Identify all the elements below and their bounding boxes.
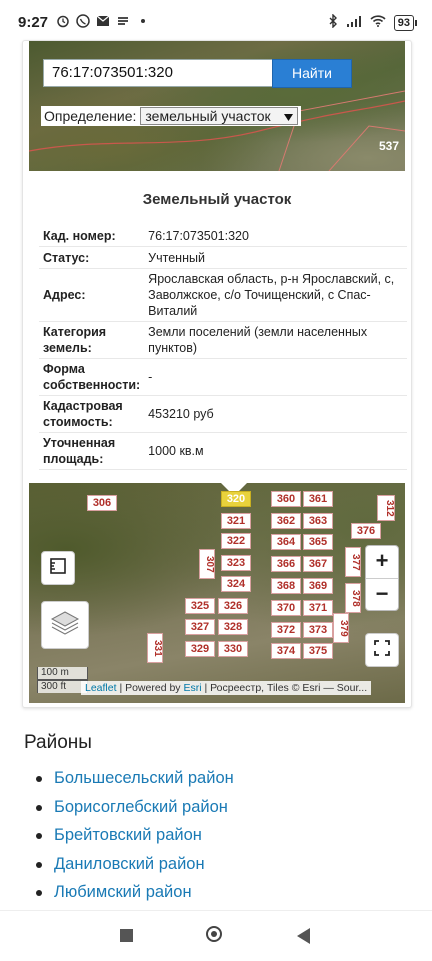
districts-heading: Районы — [24, 732, 92, 753]
zoom-in-button[interactable]: + — [366, 546, 398, 579]
fullscreen-button[interactable] — [365, 633, 399, 667]
esri-link[interactable]: Esri — [183, 682, 202, 694]
row-key: Адрес: — [39, 269, 144, 322]
plot-label: 306 — [87, 495, 117, 511]
plot-label: 369 — [303, 578, 333, 594]
plot-label: 372 — [271, 622, 301, 638]
ruler-icon — [49, 557, 67, 580]
zoom-out-button[interactable]: − — [375, 581, 389, 606]
scale-imperial: 300 ft — [37, 680, 88, 693]
row-value: Ярославская область, р-н Ярославский, с, Заволжское, с/о Точищенский, с Спас-Виталий — [144, 269, 407, 322]
layers-button[interactable] — [41, 601, 89, 649]
plot-label: 307 — [199, 549, 215, 579]
wifi-icon — [370, 15, 386, 30]
plot-label: 373 — [303, 622, 333, 638]
row-value: 453210 руб — [144, 396, 407, 433]
row-value: 76:17:073501:320 — [144, 226, 407, 247]
row-key: Категория земель: — [39, 322, 144, 359]
plot-label: 371 — [303, 600, 333, 616]
scale-metric: 100 m — [37, 667, 88, 680]
district-link[interactable]: Любимский район — [36, 882, 234, 911]
table-row — [39, 226, 407, 247]
attrib-text: | Powered by — [116, 682, 184, 694]
plot-label: 360 — [271, 491, 301, 507]
row-key: Кадастровая стоимость: — [39, 396, 144, 433]
status-bar — [0, 0, 432, 40]
row-key: Уточненная площадь: — [39, 433, 144, 470]
fullscreen-icon — [373, 639, 391, 662]
plot-label: 361 — [303, 491, 333, 507]
notes-icon — [116, 14, 130, 28]
plot-label: 331 — [147, 633, 163, 663]
plot-label: 323 — [221, 555, 251, 571]
plot-label: 367 — [303, 556, 333, 572]
definition-label: Определение: — [44, 108, 137, 124]
plot-label: 321 — [221, 513, 251, 529]
plot-label: 364 — [271, 534, 301, 550]
info-title: Земельный участок — [142, 191, 292, 208]
plot-label: 365 — [303, 534, 333, 550]
status-time: 9:27 — [18, 14, 49, 31]
back-icon[interactable] — [297, 928, 310, 944]
plot-label: 312 — [377, 495, 395, 521]
satellite-top-panel — [29, 41, 405, 171]
plot-label: 362 — [271, 513, 301, 529]
plot-label: 363 — [303, 513, 333, 529]
mail-icon — [96, 14, 110, 28]
map-plot-label: 537 — [378, 139, 399, 153]
plot-label: 330 — [218, 641, 248, 657]
info-table — [39, 226, 407, 470]
plot-label: 327 — [185, 619, 215, 635]
plot-label: 377 — [345, 547, 361, 577]
table-row — [39, 322, 407, 359]
row-key: Статус: — [39, 247, 144, 269]
cadastral-number-input[interactable]: 76:17:073501:320 — [43, 59, 273, 87]
plot-label: 326 — [218, 598, 248, 614]
cadastre-map[interactable] — [29, 483, 405, 703]
recents-icon[interactable] — [120, 929, 133, 942]
plot-label: 378 — [345, 583, 361, 613]
plot-label: 379 — [333, 613, 349, 643]
dropdown-arrow-icon — [284, 108, 293, 124]
plot-label: 325 — [185, 598, 215, 614]
plot-label: 370 — [271, 600, 301, 616]
table-row — [39, 433, 407, 470]
plot-label: 375 — [303, 643, 333, 659]
table-row — [39, 396, 407, 433]
row-value: Земли поселений (земли населенных пунктов) — [144, 322, 407, 359]
plot-label: 366 — [271, 556, 301, 572]
row-key: Кад. номер: — [39, 226, 144, 247]
districts-list — [36, 768, 234, 911]
viber-icon — [76, 14, 90, 28]
plot-label-selected[interactable]: 320 — [221, 491, 251, 507]
district-link[interactable]: Большесельский район — [36, 768, 234, 797]
plot-label: 324 — [221, 576, 251, 592]
row-value: Учтенный — [144, 247, 407, 269]
district-link[interactable]: Брейтовский район — [36, 825, 234, 854]
dot-icon — [136, 14, 150, 28]
status-right — [328, 14, 414, 31]
definition-selected: земельный участок — [145, 108, 271, 124]
zoom-control — [365, 545, 399, 611]
map-attribution — [81, 681, 371, 695]
table-row — [39, 359, 407, 396]
navigation-bar — [0, 910, 432, 961]
table-row — [39, 247, 407, 269]
definition-select[interactable] — [140, 107, 298, 125]
measure-button[interactable] — [41, 551, 75, 585]
home-icon[interactable] — [206, 926, 222, 942]
row-value: 1000 кв.м — [144, 433, 407, 470]
notification-icons — [56, 14, 150, 28]
row-value: - — [144, 359, 407, 396]
district-link[interactable]: Борисоглебский район — [36, 797, 234, 826]
definition-row — [41, 106, 301, 126]
district-link[interactable]: Даниловский район — [36, 854, 234, 883]
layers-icon — [50, 609, 80, 642]
table-row — [39, 269, 407, 322]
cadastre-card — [22, 40, 412, 708]
plot-label: 322 — [221, 533, 251, 549]
battery-icon: 93 — [394, 15, 414, 31]
plot-label: 374 — [271, 643, 301, 659]
signal-icon — [346, 15, 362, 30]
bluetooth-icon — [328, 14, 338, 31]
search-button[interactable]: Найти — [272, 59, 352, 88]
plot-label: 328 — [218, 619, 248, 635]
plot-label: 368 — [271, 578, 301, 594]
leaflet-link[interactable]: Leaflet — [85, 682, 117, 694]
row-key: Форма собственности: — [39, 359, 144, 396]
plot-label: 376 — [351, 523, 381, 539]
plot-label: 329 — [185, 641, 215, 657]
attrib-rest: | Росреестр, Tiles © Esri — Sour... — [201, 682, 368, 694]
alarm-icon — [56, 14, 70, 28]
